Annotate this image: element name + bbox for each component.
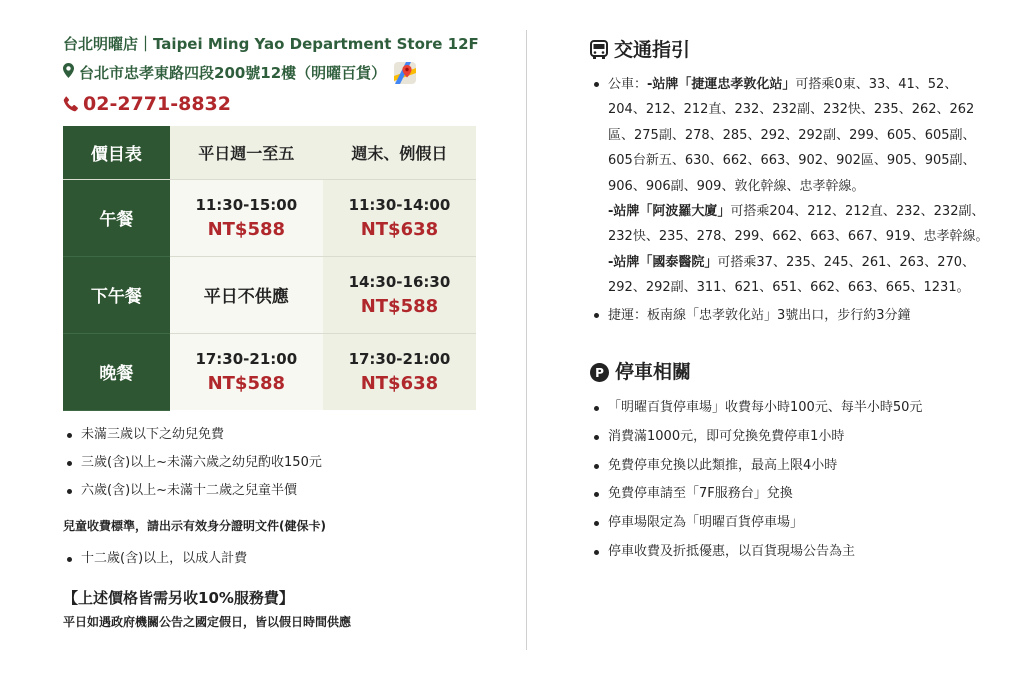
price-table — [63, 126, 476, 411]
bus-stop-block — [590, 199, 990, 250]
child-id-note: 兒童收費標準，請出示有效身分證明文件(健保卡) — [63, 518, 326, 533]
list-item: 十二歲(含)以上，以成人計費 — [63, 545, 493, 573]
time-text: 14:30-16:30 — [348, 272, 451, 291]
not-available-text: 平日不供應 — [203, 287, 289, 307]
phone-row[interactable] — [63, 88, 493, 120]
price-text: NT$638 — [360, 372, 439, 394]
row-label-afternoon: 下午餐 — [63, 256, 170, 333]
bus-stop-name: -站牌「阿波羅大廈」 — [608, 204, 731, 220]
service-fee-note: 【上述價格皆需另收10%服務費】 — [63, 588, 294, 607]
left-column — [63, 30, 493, 633]
col-header-weekday: 平日週一至五 — [170, 126, 323, 179]
phone-number: 02-2771-8832 — [83, 93, 231, 115]
bus-stop-routes: 可搭乘204、212、212直、232、232副、232快、235、278、299、662、663、667、919、忠孝幹線。 — [608, 204, 989, 245]
phone-icon — [63, 96, 79, 112]
map-pin-icon — [63, 58, 75, 88]
holiday-note: 平日如遇政府機關公告之國定假日，皆以假日時間供應 — [63, 614, 352, 629]
dinner-weekday-cell — [170, 333, 323, 410]
parking-list — [590, 394, 990, 567]
list-item: 六歲(含)以上~未滿十二歲之兒童半價 — [63, 477, 493, 505]
list-item: 停車場限定為「明曜百貨停車場」 — [590, 509, 990, 538]
bus-stop-routes: 可搭乘0東、33、41、52、204、212、212直、232、232副、232快、235、262、262區、275副、278、285、292、292副、299、605、605副、605台新五、630、662、663、902、902區、905、905副、906、906副、909、敦化幹線、忠孝幹線。 — [608, 77, 976, 194]
parking-title-text: 停車相關 — [615, 361, 692, 384]
afternoon-weekday-cell — [170, 256, 323, 333]
bus-prefix: 公車： — [608, 77, 648, 92]
time-text: 11:30-15:00 — [195, 195, 298, 214]
google-maps-icon[interactable] — [394, 62, 416, 84]
transport-title-text: 交通指引 — [614, 39, 691, 61]
list-item: 消費滿1000元，即可兌換免費停車1小時 — [590, 423, 990, 452]
table-row — [63, 179, 476, 256]
svg-text:P: P — [595, 365, 604, 380]
list-item — [590, 72, 990, 199]
table-row — [63, 256, 476, 333]
list-item: 三歲(含)以上~未滿六歲之幼兒酌收150元 — [63, 449, 493, 477]
list-item: 免費停車兌換以此類推，最高上限4小時 — [590, 452, 990, 481]
bus-stop-block — [590, 250, 990, 301]
col-header-weekend: 週末、例假日 — [323, 126, 476, 179]
time-text: 11:30-14:00 — [348, 195, 451, 214]
lunch-weekday-cell — [170, 179, 323, 256]
parking-icon — [590, 363, 609, 382]
bus-stop-name: -站牌「捷運忠孝敦化站」 — [647, 77, 796, 92]
right-column — [590, 34, 990, 567]
bus-stop-name: -站牌「國泰醫院」 — [608, 254, 718, 270]
afternoon-weekend-cell — [323, 256, 476, 333]
parking-section-title — [590, 356, 990, 388]
adult-notes — [63, 545, 493, 573]
address-text: 台北市忠孝東路四段200號12樓（明曜百貨） — [79, 64, 387, 82]
transport-section-title — [590, 34, 990, 66]
bus-icon — [590, 40, 608, 60]
transport-list — [590, 72, 990, 199]
address-row — [63, 58, 493, 88]
time-text: 17:30-21:00 — [195, 349, 298, 368]
store-title: 台北明曜店｜Taipei Ming Yao Department Store 12F — [63, 35, 479, 53]
table-row — [63, 333, 476, 410]
dinner-weekend-cell — [323, 333, 476, 410]
list-item: 免費停車請至「7F服務台」兌換 — [590, 480, 990, 509]
price-text: NT$588 — [360, 295, 439, 317]
list-item: 停車收費及折抵優惠，以百貨現場公告為主 — [590, 538, 990, 567]
price-table-corner: 價目表 — [63, 126, 170, 179]
price-text: NT$588 — [207, 218, 286, 240]
list-item: 未滿三歲以下之幼兒免費 — [63, 421, 493, 449]
column-divider — [526, 30, 527, 650]
row-label-lunch: 午餐 — [63, 179, 170, 256]
mrt-list — [590, 303, 990, 328]
price-text: NT$588 — [207, 372, 286, 394]
lunch-weekend-cell — [323, 179, 476, 256]
row-label-dinner: 晚餐 — [63, 333, 170, 410]
time-text: 17:30-21:00 — [348, 349, 451, 368]
list-item: 捷運：板南線「忠孝敦化站」3號出口，步行約3分鐘 — [590, 303, 990, 328]
list-item: 「明曜百貨停車場」收費每小時100元、每半小時50元 — [590, 394, 990, 423]
price-text: NT$638 — [360, 218, 439, 240]
child-price-notes — [63, 421, 493, 505]
bus-stop-routes: 可搭乘37、235、245、261、263、270、292、292副、311、621、651、662、663、665、1231。 — [608, 254, 976, 296]
